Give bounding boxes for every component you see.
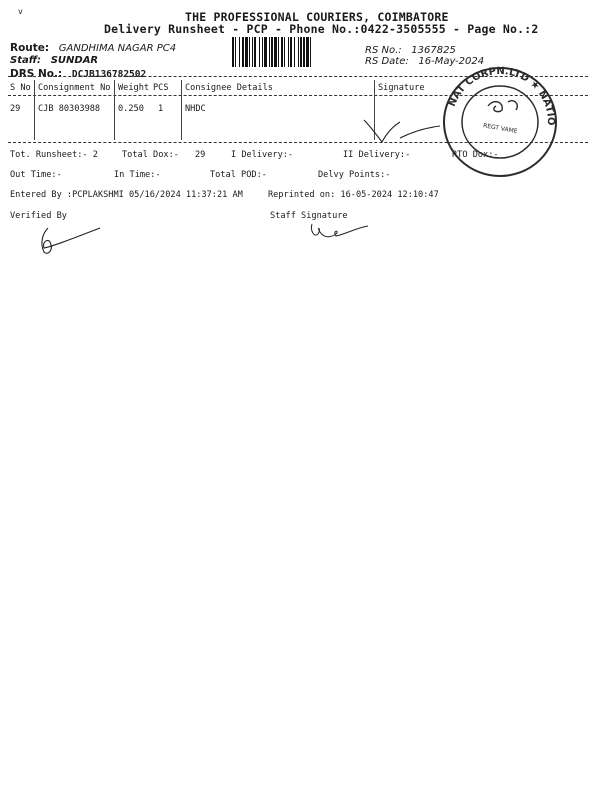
- col-header-sno: S No: [10, 83, 31, 93]
- total-dox-label: Total Dox:-: [122, 150, 179, 160]
- cell-consignee: NHDC: [185, 104, 206, 114]
- col-header-consignment: Consignment No: [38, 83, 111, 93]
- runsheet-heading: Delivery Runsheet - PCP - Phone No.:0422-3505555 - Page No.:2: [104, 22, 539, 36]
- staff-label: Staff:: [10, 55, 42, 66]
- verified-by-label: Verified By: [10, 211, 67, 221]
- col-header-signature: Signature: [378, 83, 425, 93]
- in-time: In Time:-: [114, 170, 161, 180]
- total-dox-value: 29: [195, 150, 206, 160]
- col-header-consignee: Consignee Details: [185, 83, 273, 93]
- cell-weight: 0.250: [118, 104, 144, 114]
- total-runsheet: Tot. Runsheet:- 2: [10, 150, 98, 160]
- rs-number-value: 1367825: [411, 45, 456, 56]
- total-pod: Total POD:-: [210, 170, 267, 180]
- drs-field: [10, 62, 146, 81]
- staff-signature: [306, 220, 370, 244]
- verifier-signature: [34, 224, 104, 258]
- col-header-weight: Weight: [118, 83, 150, 93]
- second-delivery: II Delivery:-: [343, 150, 411, 160]
- cell-consignment: CJB 80303988: [38, 104, 101, 114]
- rs-date-value: 16-May-2024: [418, 56, 485, 67]
- rs-number-label: RS No.:: [365, 45, 402, 56]
- delivery-points: Delvy Points:-: [318, 170, 391, 180]
- first-delivery: I Delivery:-: [231, 150, 294, 160]
- corner-mark: v: [18, 7, 23, 16]
- company-title: THE PROFESSIONAL COURIERS, COIMBATORE: [185, 10, 449, 24]
- reprinted-on: Reprinted on: 16-05-2024 12:10:47: [268, 190, 439, 200]
- drs-value: DCJB136782502: [71, 69, 147, 80]
- out-time: Out Time:-: [10, 170, 62, 180]
- rto-dox: RTO Dox:-: [452, 150, 499, 160]
- staff-value: SUNDAR: [50, 55, 99, 66]
- drs-label: DRS No.:: [10, 68, 63, 80]
- route-value: GANDHIMA NAGAR PC4: [58, 43, 177, 54]
- route-label: Route:: [10, 42, 50, 54]
- staff-signature-label: Staff Signature: [270, 211, 348, 221]
- barcode-image: [232, 37, 358, 67]
- svg-text:REGT VAME: REGT VAME: [482, 122, 518, 136]
- cell-pcs: 1: [158, 104, 164, 114]
- col-header-pcs: PCS: [153, 83, 169, 93]
- company-seal-stamp: [432, 58, 568, 186]
- cell-sno: 29: [10, 104, 21, 114]
- svg-text:NAT CORPN.LTD ★ NATIO: NAT CORPN.LTD ★ NATIO: [446, 65, 557, 126]
- rs-date-label: RS Date:: [365, 56, 409, 67]
- entered-by: Entered By :PCPLAKSHMI 05/16/2024 11:37:21 AM: [10, 190, 243, 200]
